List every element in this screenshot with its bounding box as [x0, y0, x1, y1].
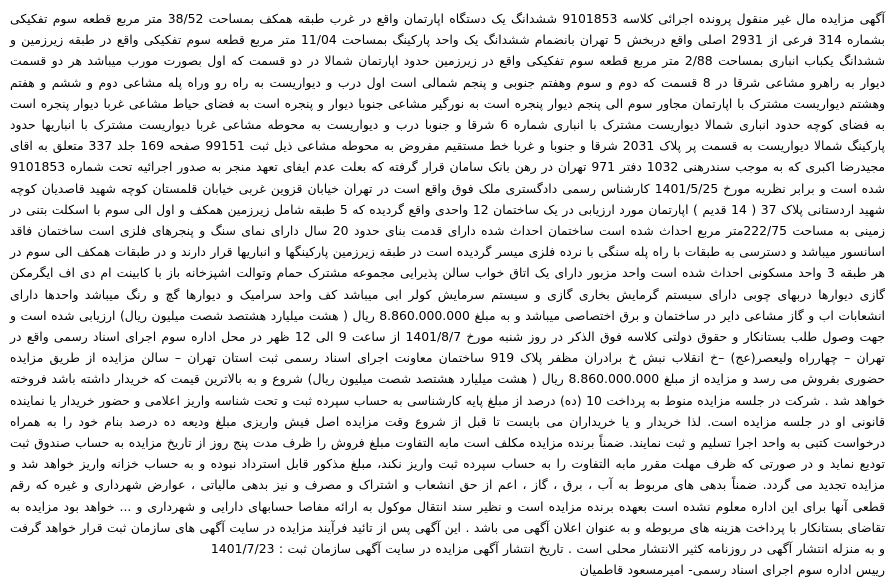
auction-notice-text: آگهی مزایده مال غیر منقول پرونده اجرائی کلاسه 9101853 ششدانگ یک دستگاه اپارتمان واقع در غرب طبقه همکف بمساحت 38/52 متر مربع قطعه سوم تفکیکی بشماره 314 فرعی از 2931 اصلی واقع دربخش 5 تهران بانضمام ششدانگ یک واحد پارکینگ بمساحت 11/04 متر مربع قطعه سوم تفکیکی واقع در طبقه زیرزمین و ششدانگ یکباب انباری بمساحت 2/88 متر مربع قطعه سوم تفکیکی واقع در زیرزمین حدود اپارتمان شمالا در دو قسمت که اول بصورت مورب میباشد هر دو قسمت دیوار به راهرو مشاعی شرقا در 8 قسمت که دوم و سوم وهفتم جنوبی و پنجم شمالی است اول درب و دیواریست به راه رو وراه پله مشاعی دوم و ششم و هفتم وهشتم دیواریست مشترک با اپارتمان مجاور سوم الی پنجم دیوار پنجره است به نورگیر مشاعی جنوبا دیوار و پنجره است به فضای حیاط مشاعی غربا دیوار پنجره است به فضای کوچه حدود انباری شمالا دیواریست مشترک با انباری شماره 6 شرقا و جنوبا درب و دیواریست به محوطه مشاعی غربا دیواریست مشترک با انباریها حدود پارکینگ شمالا دیواریست به قسمت پر پلاک 2031 شرقا و جنوبا و غربا خط مستقیم مفروض به محوطه مشاعی ذیل ثبت 99151 صفحه 169 جلد 337 متعلق به اقای مجیدرضا اکبری که به موجب سندرهنی 1032 دفتر 971 تهران در رهن بانک سامان قرار گرفته که بعلت عدم ایفای تعهد منجر به صدور اجرائیه تحت شماره 9101853 شده است و برابر نظریه مورخ 1401/5/25 کارشناس رسمی دادگستری ملک فوق واقع است در تهران خیابان قزوین غربی خیابان قلمستان کوچه شهید قاصدیان کوچه شهید اردستانی پلاک 37 ( 14 قدیم ) اپارتمان مورد ارزیابی در یک ساختمان 12 واحدی واقع گردیده که 5 طبقه شامل زیرزمین همکف و اول الی سوم با اسکلت بتنی در زمینی به مساحت 222/75متر مربع احداث شده است ساختمان احداث شده دارای قدمت بنای حدود 20 سال دارای نمای سنگ و پنجرهای فلزی است ساختمان فاقد اسانسور میباشد و دسترسی به طبقات با راه پله سنگی با نرده فلزی میسر گردیده است در طبقه زیرزمین پارکینگها و انباریها قرار دارند و در طبقات همکف الی سوم در هر طبقه 3 واحد مسکونی احداث شده است واحد مزبور دارای یک اتاق خواب سالن پذیرایی مجموعه مشترک حمام وتوالت اشپزخانه باز با کابینت ام دی اف ایگرمکن گازی دیوارها دربهای چوبی دارای سیستم گرمایش بخاری گازی و سیستم سرمایش کولر ابی میباشد کف واحد سرامیک و دیوارها گچ و رنگ میباشد واحدها دارای انشعابات اب و گاز مشاعی دایر در ساختمان و برق اختصاصی میباشد و به مبلغ 8.860.000.000 ریال ( هشت میلیارد هشتصد شصت میلیون ریال) ارزیابی شده است و جهت وصول طلب بستانکار و حقوق دولتی کلاسه فوق الذکر در روز شنبه مورخ 1401/8/7 از ساعت 9 الی 12 ظهر در محل اداره سوم اجرای اسناد رسمی واقع در تهران – چهارراه ولیعصر(عج) –خ انقلاب نبش خ برادران مظفر پلاک 919 ساختمان معاونت اجرای اسناد رسمی ثبت استان تهران – سالن مزایده از طریق مزایده حضوری بفروش می رسد و مزایده از مبلغ 8.860.000.000 ریال ( هشت میلیارد هشتصد شصت میلیون ریال) شروع و به بالاترین قیمت که خریدار داشته باشد فروخته خواهد شد . شرکت در جلسه مزایده منوط به پرداخت 10 (ده) درصد از مبلغ پایه کارشناسی به حساب سپرده ثبت و تحت شناسه واریز اعلامی و حضور خریدار یا نماینده قانونی او در جلسه مزایده است. لذا خریدار و یا خریداران می بایست تا قبل از شروع وقت مزایده اصل فیش واریزی مبلغ ودیعه ده درصد بنام خود را به همراه درخواست کتبی به واحد اجرا تسلیم و ثبت نمایند. ضمناً برنده مزایده مکلف است مابه التفاوت مبلغ فروش را ظرف مدت پنج روز از تاریخ مزایده به حساب صندوق ثبت تودیع نماید و در صورتی که ظرف مهلت مقرر مابه التفاوت را به حساب سپرده ثبت واریز نکند، مبلغ مذکور قابل استرداد نبوده و به حساب خزانه واریز خواهد شد و مزایده تجدید می گردد. ضمناً بدهی های مربوط به آب ، برق ، گاز ، اعم از حق انشعاب و اشتراک و مصرف و نیز بدهی مالیاتی ، عوارض شهرداری و غیره که رقم قطعی آنها برای این اداره معلوم نشده است بعهده برنده مزایده است و نظیر سند انتقال موکول به ارائه مفاصا حسابهای دارایی و شهرداری و ... خواهد بود مزایده به تقاضای بستانکار با پرداخت هزینه های مربوطه و به عنوان اعلان آگهی می باشد . این آگهی پس از تائید فرآیند مزایده در سایت آگهی های سازمان ثبت قرار خواهد گرفت و به منزله انتشار آگهی در روزنامه کثیر الانتشار محلی است . تاریخ انتشار آگهی مزایده در سایت آگهی سازمان ثبت : 1401/7/23 — [10, 11, 886, 557]
signature-line: رییس اداره سوم اجرای اسناد رسمی- امیرمسعود قاطمیان — [579, 562, 885, 578]
